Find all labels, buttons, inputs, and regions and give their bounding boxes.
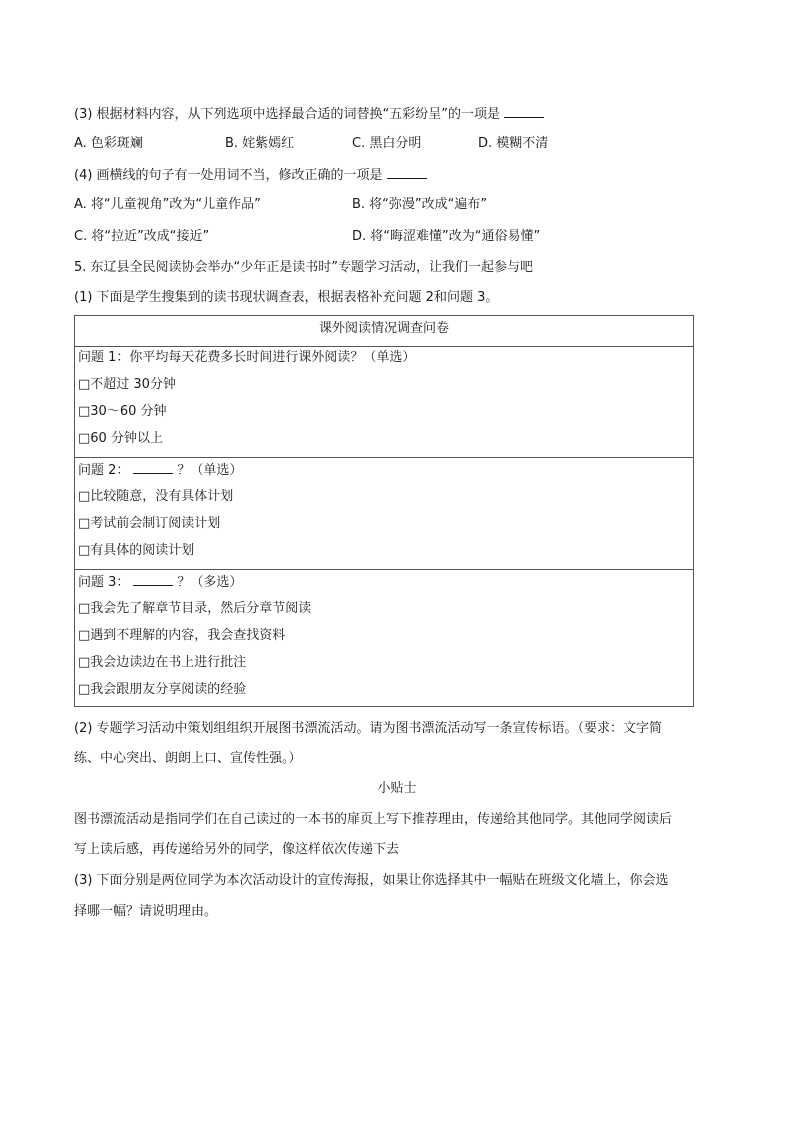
q3-option-d: D. 模糊不清 <box>478 136 549 151</box>
survey-q3-option[interactable]: □我会先了解章节目录，然后分章节阅读 <box>78 601 312 616</box>
q5-sub2-line2: 练、中心突出、朗朗上口、宣传性强。） <box>74 751 302 766</box>
survey-divider <box>75 457 693 458</box>
survey-q2-label <box>78 461 242 480</box>
survey-q2-option[interactable]: □有具体的阅读计划 <box>78 543 195 558</box>
q3-option-c: C. 黑白分明 <box>352 136 422 151</box>
q3-answer-blank[interactable] <box>504 105 544 118</box>
survey-q2-prefix: 问题 2： <box>78 463 130 478</box>
q3-option-b: B. 姹紫嫣红 <box>225 136 295 151</box>
survey-title: 课外阅读情况调查问卷 <box>75 316 693 347</box>
q4-option-a: A. 将“儿童视角”改为“儿童作品” <box>74 197 261 212</box>
tip-line1: 图书漂流活动是指同学们在自己读过的一本书的扉页上写下推荐理由，传递给其他同学。其他同学阅读后 <box>74 812 673 827</box>
q4-option-b: B. 将“弥漫”改成“遍布” <box>352 197 488 212</box>
q5-sub3-line2: 择哪一幅？请说明理由。 <box>74 904 218 919</box>
survey-q3-option[interactable]: □我会边读边在书上进行批注 <box>78 655 247 670</box>
survey-q1-option[interactable]: □60 分钟以上 <box>78 431 163 446</box>
survey-q1-label: 问题 1：你平均每天花费多长时间进行课外阅读？（单选） <box>78 350 416 365</box>
q4-stem-text: (4) 画横线的句子有一处用词不当，修改正确的一项是 <box>74 168 383 183</box>
survey-q3-label <box>78 573 242 592</box>
q3-stem <box>74 105 548 124</box>
q4-answer-blank[interactable] <box>387 166 427 179</box>
q3-stem-text: (3) 根据材料内容，从下列选项中选择最合适的词替换“五彩纷呈”的一项是 <box>74 107 501 122</box>
survey-divider <box>75 569 693 570</box>
q5-sub1: (1) 下面是学生搜集到的读书现状调查表，根据表格补充问题 2和问题 3。 <box>74 290 499 305</box>
survey-q2-option[interactable]: □比较随意，没有具体计划 <box>78 489 234 504</box>
q4-stem <box>74 166 431 185</box>
survey-q1-option[interactable]: □30～60 分钟 <box>78 404 167 419</box>
q4-option-d: D. 将“晦涩难懂”改为“通俗易懂” <box>352 229 541 244</box>
tip-line2: 写上读后感，再传递给另外的同学，像这样依次传递下去 <box>74 842 400 857</box>
survey-q3-option[interactable]: □遇到不理解的内容，我会查找资料 <box>78 628 286 643</box>
survey-q2-blank[interactable] <box>133 461 173 474</box>
survey-q2-option[interactable]: □考试前会制订阅读计划 <box>78 516 221 531</box>
q5-sub3-line1: (3) 下面分别是两位同学为本次活动设计的宣传海报，如果让你选择其中一幅贴在班级文化墙上，你会选 <box>74 873 669 888</box>
survey-q2-suffix: ？（单选） <box>177 463 243 478</box>
tip-title: 小贴士 <box>377 781 417 796</box>
survey-q3-option[interactable]: □我会跟朋友分享阅读的经验 <box>78 682 247 697</box>
survey-q1-option[interactable]: □不超过 30分钟 <box>78 377 176 392</box>
q5-sub2-line1: (2) 专题学习活动中策划组组织开展图书漂流活动。请为图书漂流活动写一条宣传标语。（要求：文字简 <box>74 721 663 736</box>
survey-q3-suffix: ？（多选） <box>177 575 243 590</box>
survey-q3-blank[interactable] <box>133 573 173 586</box>
q5-intro: 5. 东辽县全民阅读协会举办“少年正是读书时”专题学习活动，让我们一起参与吧 <box>74 260 534 275</box>
q3-option-a: A. 色彩斑斓 <box>74 136 143 151</box>
q4-option-c: C. 将“拉近”改成“接近” <box>74 229 210 244</box>
survey-q3-prefix: 问题 3： <box>78 575 130 590</box>
survey-table <box>74 315 694 707</box>
